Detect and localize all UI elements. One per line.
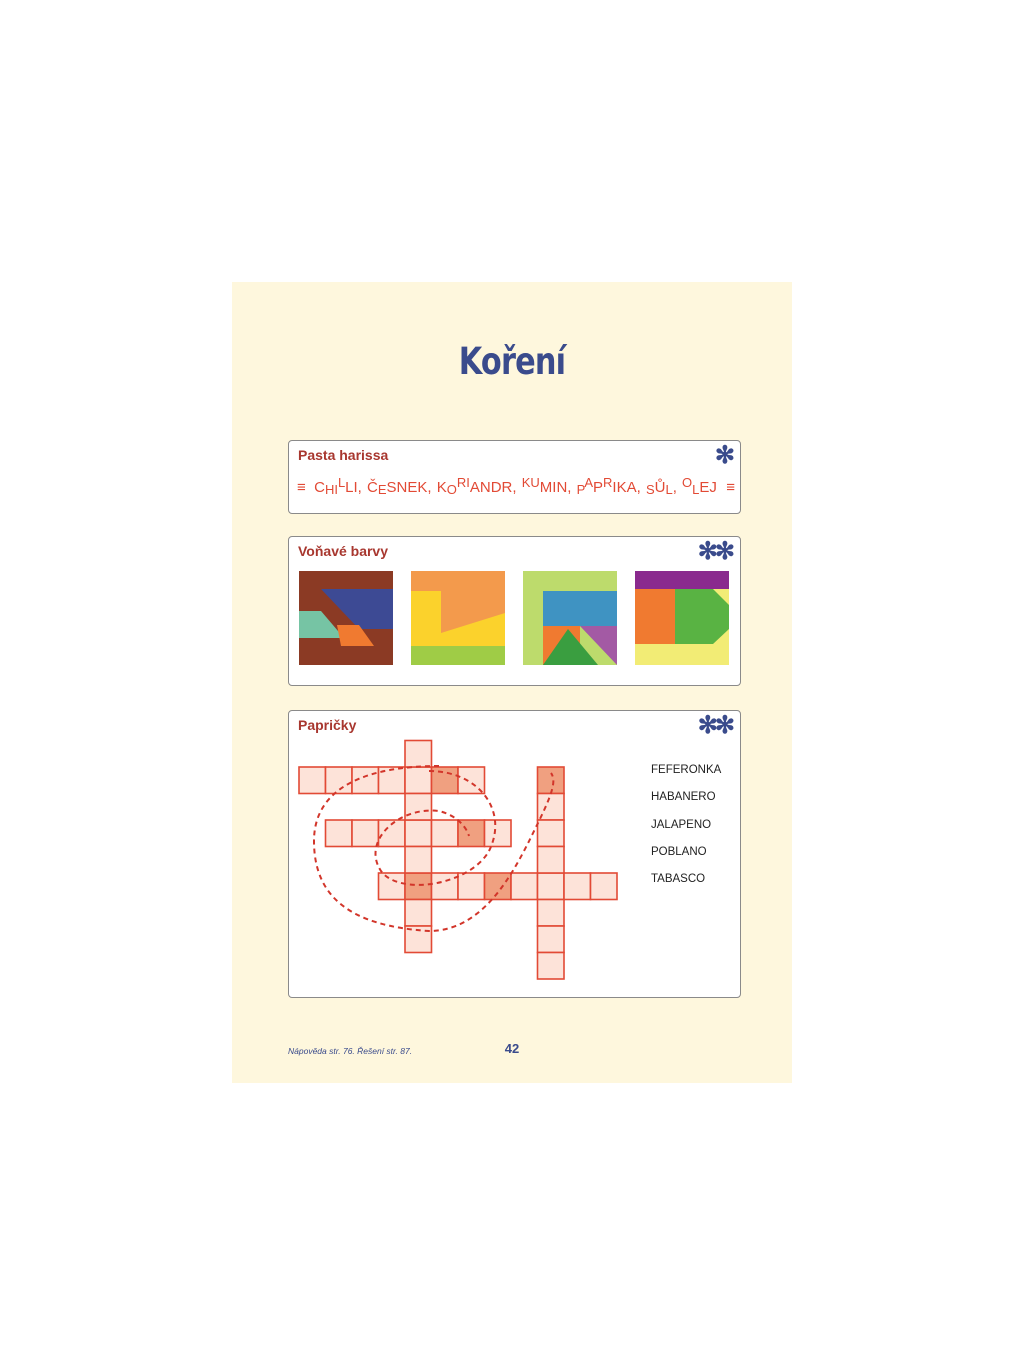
word-list-item: POBLANO [651,845,707,858]
crossword-cell[interactable] [379,873,406,900]
crossword-cell[interactable] [485,820,512,847]
crossword-cell[interactable] [326,820,353,847]
crossword-cell[interactable] [538,953,565,980]
crossword-cell[interactable] [432,820,459,847]
peppers-title: Papričky [298,717,357,733]
crossword-cell[interactable] [405,900,432,927]
word-list-item: FEFERONKA [651,764,722,776]
harissa-word: ČESNEK, [367,479,432,497]
difficulty-star-icon: ✻✻ [697,538,732,565]
crossword-cell[interactable] [405,847,432,874]
word-list-item: JALAPENO [651,818,712,831]
harissa-title: Pasta harissa [298,447,389,463]
color-tile-3 [523,571,617,665]
harissa-word: OLEJ [682,475,722,497]
crossword-cell[interactable] [564,873,591,900]
harissa-word: KORIANDR, [436,475,517,497]
equals-marker-icon: ≡ [297,479,306,496]
crossword-cell[interactable] [405,767,432,794]
word-list [651,763,721,899]
crossword-cell[interactable] [405,794,432,821]
harissa-panel [288,440,741,514]
color-tile-4 [635,571,729,665]
crossword-cell[interactable] [432,767,459,794]
crossword-cell[interactable] [352,820,379,847]
colors-panel [288,536,741,686]
word-list-item: HABANERO [651,791,716,804]
harissa-word: KUMIN, [521,475,572,496]
color-tile-2 [411,571,505,665]
crossword-cell[interactable] [538,926,565,953]
crossword-cell[interactable] [538,767,565,794]
puzzle-page [232,282,792,1083]
crossword-cell[interactable] [405,873,432,900]
difficulty-star-icon: ✻ [714,442,732,469]
harissa-word-row [297,475,736,497]
equals-marker-icon: ≡ [726,479,736,496]
color-tile-1 [299,571,393,665]
crossword-cell[interactable] [405,741,432,768]
crossword-cell[interactable] [326,767,353,794]
crossword-cell[interactable] [591,873,618,900]
crossword-cell[interactable] [432,873,459,900]
page-number: 42 [504,1041,520,1056]
colors-title: Voňavé barvy [298,543,389,559]
crossword-cell[interactable] [538,820,565,847]
page-title: Koření [458,340,566,383]
difficulty-star-icon: ✻✻ [697,712,732,739]
crossword-cell[interactable] [538,873,565,900]
crossword-cell[interactable] [485,873,512,900]
harissa-word: CHILLI, [309,475,362,497]
crossword-cell[interactable] [458,820,485,847]
crossword-cell[interactable] [538,900,565,927]
crossword-cell[interactable] [511,873,538,900]
crossword-cell[interactable] [538,847,565,874]
peppers-panel [288,710,741,998]
harissa-word: PAPRIKA, [576,475,641,497]
footer-note: Nápověda str. 76. Řešení str. 87. [288,1046,413,1056]
word-list-item: TABASCO [651,873,706,886]
harissa-word: SŮL, [645,479,677,497]
crossword-cell[interactable] [458,873,485,900]
crossword-cell[interactable] [299,767,326,794]
crossword-cell[interactable] [405,820,432,847]
